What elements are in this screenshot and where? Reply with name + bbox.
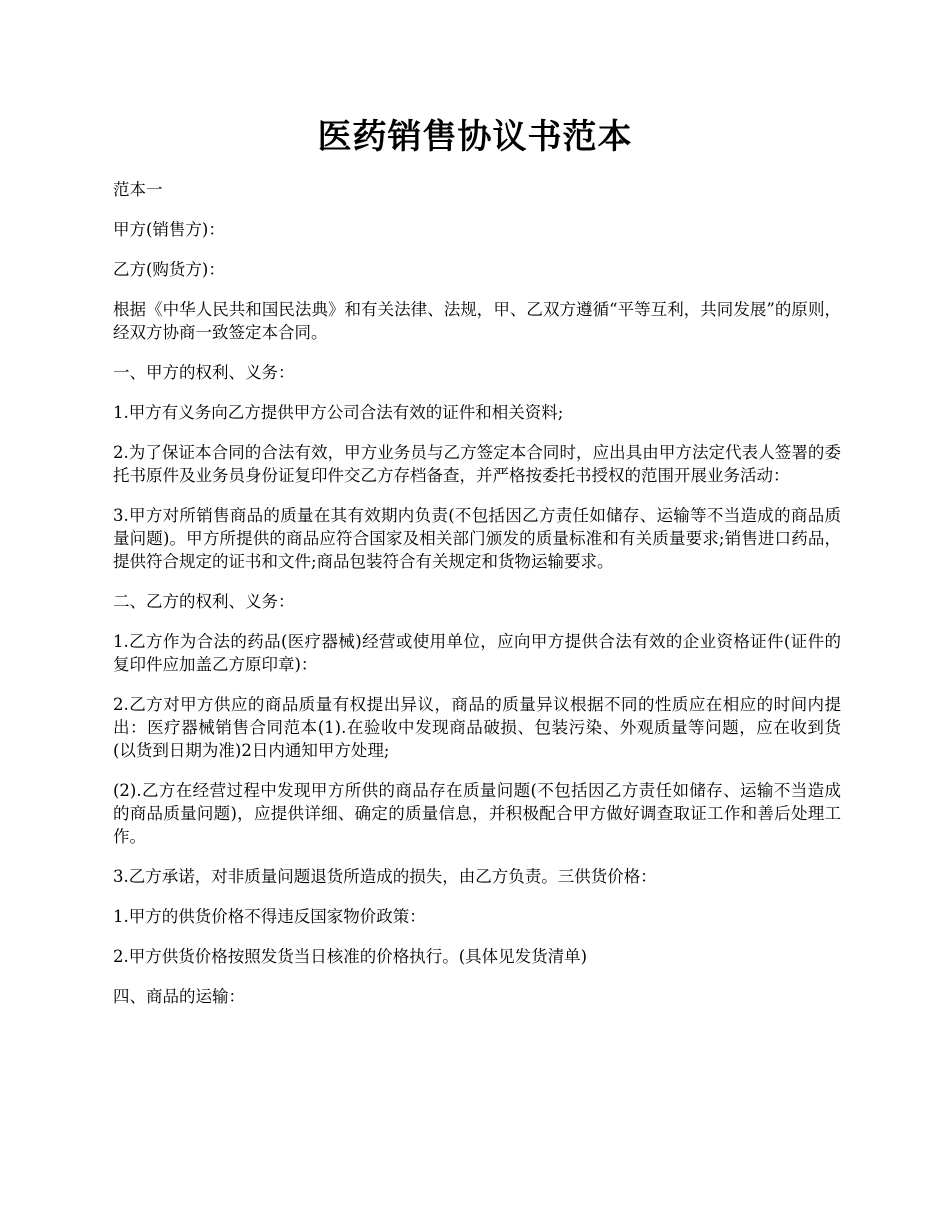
paragraph-party-a: 甲方(销售方)： (113, 220, 225, 239)
clause-price-2: 2.甲方供货价格按照发货当日核准的价格执行。(具体见发货清单) (113, 947, 588, 966)
clause-price-1: 1.甲方的供货价格不得违反国家物价政策： (113, 907, 426, 926)
section-heading-party-a-rights: 一、甲方的权利、义务： (113, 363, 295, 382)
section-heading-transport: 四、商品的运输： (113, 987, 245, 1006)
clause-b-2-sub-2: (2).乙方在经营过程中发现甲方所供的商品存在质量问题(不包括因乙方责任如储存、运输不当造成的商品质量问题)，应提供详细、确定的质量信息，并积极配合甲方做好调查取证工作和善后处理工作。 (113, 781, 841, 846)
clause-b-3: 3.乙方承诺，对非质量问题退货所造成的损失，由乙方负责。三供货价格： (113, 867, 657, 886)
section-heading-party-b-rights: 二、乙方的权利、义务： (113, 592, 295, 611)
clause-b-2: 2.乙方对甲方供应的商品质量有权提出异议，商品的质量异议根据不同的性质应在相应的时间内提出：医疗器械销售合同范本(1).在验收中发现商品破损、包装污染、外观质量等问题，应在收到货(以货到日期为准)2日内通知甲方处理; (113, 695, 841, 760)
clause-a-1: 1.甲方有义务向乙方提供甲方公司合法有效的证件和相关资料; (113, 403, 564, 422)
paragraph-preamble: 根据《中华人民共和国民法典》和有关法律、法规，甲、乙双方遵循“平等互利，共同发展”的原则，经双方协商一致签定本合同。 (113, 300, 841, 342)
clause-a-2: 2.为了保证本合同的合法有效，甲方业务员与乙方签定本合同时，应出具由甲方法定代表人签署的委托书原件及业务员身份证复印件交乙方存档备查，并严格按委托书授权的范围开展业务活动： (113, 443, 841, 485)
paragraph-template-label: 范本一 (113, 180, 163, 199)
clause-a-3: 3.甲方对所销售商品的质量在其有效期内负责(不包括因乙方责任如储存、运输等不当造成的商品质量问题)。甲方所提供的商品应符合国家及相关部门颁发的质量标准和有关质量要求;销售进口药品，提供符合规定的证书和文件;商品包装符合有关规定和货物运输要求。 (113, 506, 841, 571)
document-body (113, 178, 841, 1025)
clause-b-1: 1.乙方作为合法的药品(医疗器械)经营或使用单位，应向甲方提供合法有效的企业资格证件(证件的复印件应加盖乙方原印章)： (113, 632, 841, 674)
paragraph-party-b: 乙方(购货方)： (113, 260, 225, 279)
document-title: 医药销售协议书范本 (317, 117, 633, 157)
